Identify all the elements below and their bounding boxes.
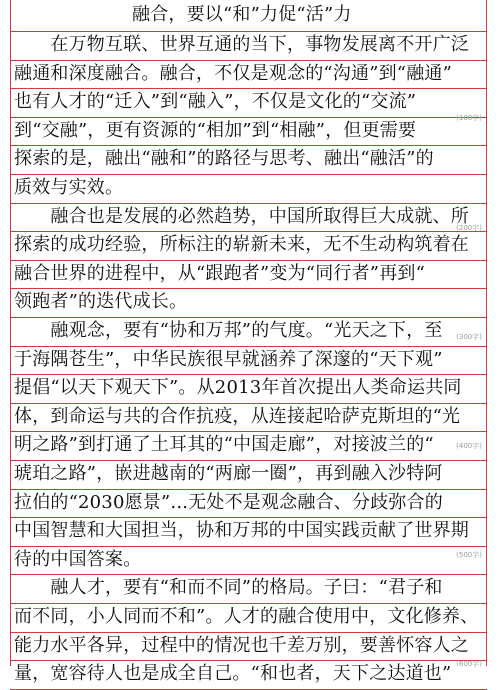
ruling-line <box>10 460 487 461</box>
ruling-line <box>10 145 487 146</box>
essay-title: 融合，要以“和”力促“活”力 <box>132 4 352 25</box>
word-count-marker: (400字) <box>456 442 482 450</box>
ruling-line <box>10 660 487 661</box>
essay-line: 融观念，要有“协和万邦”的气度。“光天之下，至 <box>14 320 443 341</box>
essay-line: 质效与实效。 <box>14 177 124 198</box>
essay-line: 探索的成功经验，所标注的崭新未来，无不生动构筑着在 <box>14 234 469 256</box>
ruling-line <box>10 31 487 32</box>
ruling-line <box>10 231 487 232</box>
essay-line: 也有人才的“迁入”到“融入”，不仅是文化的“交流” <box>14 91 417 113</box>
essay-line: 待的中国答案。 <box>14 548 142 570</box>
essay-line: 融合世界的进程中，从“跟跑者”变为“同行者”再到“ <box>14 262 426 284</box>
ruling-line <box>10 317 487 318</box>
word-count-marker: (600字) <box>456 660 482 668</box>
essay-line: 量，宽容待人也是成全自己。“和也者，天下之达道也” <box>14 663 452 685</box>
right-margin-rule <box>486 0 487 666</box>
essay-line: 提倡“以天下观天下”。从2013年首次提出人类命运共同 <box>14 377 462 399</box>
essay-line: 琥珀之路”，嵌进越南的“两廊一圈”，再到融入沙特阿 <box>14 463 443 484</box>
word-count-marker: (300字) <box>456 333 482 341</box>
ruling-line <box>10 288 487 289</box>
ruling-line <box>10 431 487 432</box>
essay-line: 中国智慧和大国担当，协和万邦的中国实践贡献了世界期 <box>14 520 469 542</box>
word-count-marker: (100字) <box>456 114 482 122</box>
essay-line: 融通和深度融合。融合，不仅是观念的“沟通”到“融通” <box>14 62 453 84</box>
ruling-line <box>10 574 487 575</box>
essay-line: 拉伯的“2030愿景”...无处不是观念融合、分歧弥合的 <box>14 491 443 513</box>
ruling-line <box>10 374 487 375</box>
essay-line: 领跑者”的迭代成长。 <box>14 291 188 313</box>
essay-line: 体，到命运与共的合作抗疫，从连接起哈萨克斯坦的“光 <box>14 405 461 427</box>
word-count-marker: (500字) <box>456 551 482 559</box>
essay-line: 而不同，小人同而不和”。人才的融合使用中，文化修养、 <box>14 606 479 627</box>
essay-line: 明之路”到打通了土耳其的“中国走廊”，对接波兰的“ <box>14 434 434 456</box>
ruling-line <box>10 88 487 89</box>
essay-line: 能力水平各异，过程中的情况也千差万别，要善怀容人之 <box>14 634 469 656</box>
ruling-line <box>10 517 487 518</box>
essay-line: 融人才，要有“和而不同”的格局。子曰：“君子和 <box>14 577 443 599</box>
ruling-line <box>10 174 487 175</box>
essay-line: 于海隅苍生”，中华民族很早就涵养了深邃的“天下观” <box>14 348 443 370</box>
left-margin-rule <box>10 0 11 666</box>
essay-line: 到“交融”，更有资源的“相加”到“相融”，但更需要 <box>14 119 417 141</box>
ruling-line <box>10 603 487 604</box>
essay-line: 融合也是发展的必然趋势，中国所取得巨大成就、所 <box>14 205 469 227</box>
word-count-marker: (200字) <box>456 224 482 232</box>
essay-line: 在万物互联、世界互通的当下，事物发展离不开广泛 <box>14 34 469 55</box>
essay-line: 探索的是，融出“融和”的路径与思考、融出“融活”的 <box>14 148 434 170</box>
